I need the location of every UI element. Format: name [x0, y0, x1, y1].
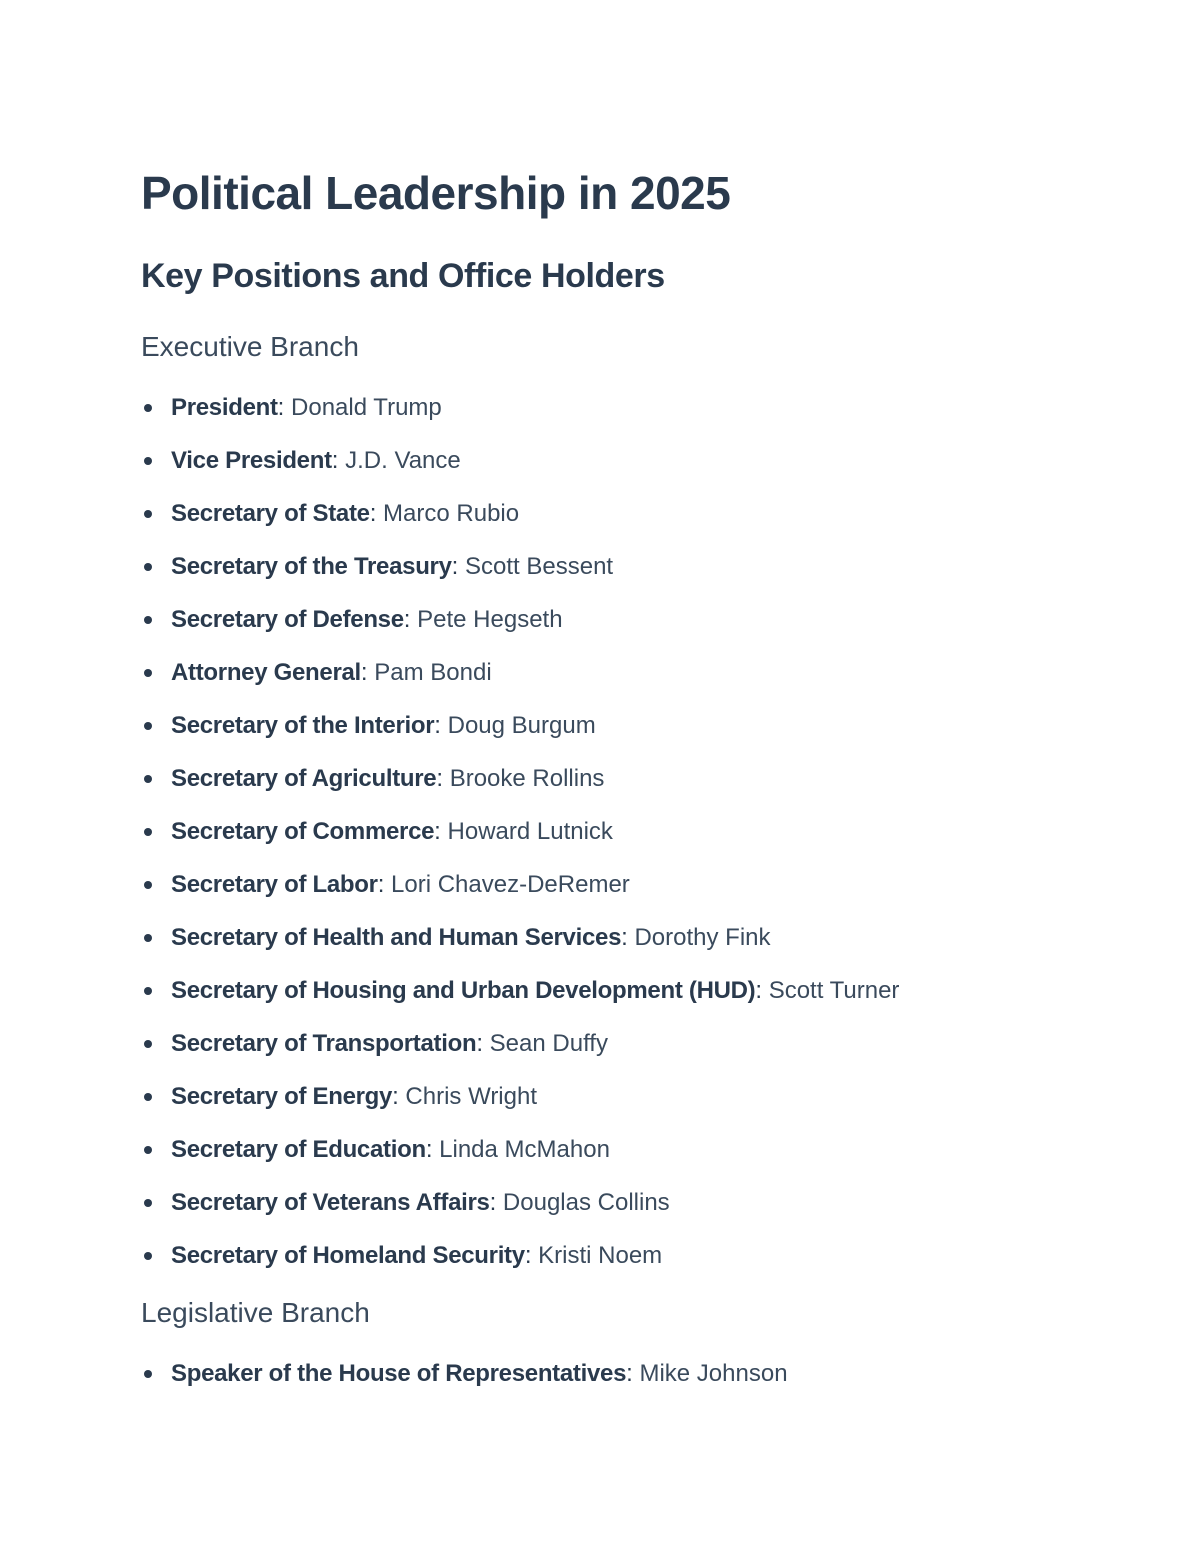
- list-item: [141, 655, 899, 708]
- separator: :: [377, 871, 385, 898]
- bullet-icon: [144, 1040, 152, 1048]
- office-holder-name: Scott Turner: [768, 977, 900, 1004]
- bullet-icon: [144, 457, 152, 465]
- office-holder-name: Pete Hegseth: [417, 606, 563, 633]
- separator: :: [425, 1136, 433, 1163]
- list-item: [141, 1079, 899, 1132]
- position-title: Secretary of Commerce: [171, 818, 435, 845]
- separator: :: [489, 1189, 497, 1216]
- position-title: Secretary of Labor: [171, 871, 378, 898]
- list-item: [141, 1185, 899, 1238]
- bullet-icon: [144, 563, 152, 571]
- position-title: Secretary of Housing and Urban Development (HUD): [171, 977, 756, 1004]
- bullet-icon: [144, 775, 152, 783]
- office-holder-name: Mike Johnson: [639, 1360, 788, 1387]
- position-title: Secretary of the Treasury: [171, 553, 452, 580]
- executive-branch-heading: Executive Branch: [141, 331, 359, 362]
- bullet-icon: [144, 934, 152, 942]
- office-holder-name: Douglas Collins: [502, 1189, 670, 1216]
- list-item: [141, 708, 899, 761]
- position-title: Speaker of the House of Representatives: [171, 1360, 627, 1387]
- position-title: Vice President: [171, 447, 332, 474]
- separator: :: [277, 394, 285, 421]
- bullet-icon: [144, 616, 152, 624]
- separator: :: [621, 924, 628, 951]
- list-item: [141, 973, 899, 1026]
- position-title: Secretary of Defense: [171, 606, 404, 633]
- bullet-icon: [144, 1370, 152, 1378]
- office-holder-name: Linda McMahon: [439, 1136, 610, 1163]
- office-holder-name: Howard Lutnick: [447, 818, 613, 845]
- separator: :: [755, 977, 763, 1004]
- office-holder-name: Marco Rubio: [383, 500, 520, 527]
- bullet-icon: [144, 1252, 152, 1260]
- position-title: Secretary of Veterans Affairs: [171, 1189, 490, 1216]
- list-item: [141, 390, 899, 443]
- list-item: [141, 1026, 899, 1079]
- separator: :: [434, 818, 441, 845]
- office-holder-name: Sean Duffy: [489, 1030, 608, 1057]
- office-holder-name: Donald Trump: [291, 394, 442, 421]
- position-title: Secretary of State: [171, 500, 370, 527]
- bullet-icon: [144, 510, 152, 518]
- office-holder-name: Lori Chavez-DeRemer: [391, 871, 630, 898]
- office-holder-name: Chris Wright: [405, 1083, 537, 1110]
- bullet-icon: [144, 1199, 152, 1207]
- position-title: Secretary of Energy: [171, 1083, 393, 1110]
- position-title: Secretary of Homeland Security: [171, 1242, 525, 1269]
- separator: :: [360, 659, 368, 686]
- list-item: [141, 920, 899, 973]
- list-item: [141, 1132, 899, 1185]
- executive-branch-list: [141, 390, 899, 1291]
- list-item: [141, 549, 899, 602]
- bullet-icon: [144, 722, 152, 730]
- separator: :: [403, 606, 411, 633]
- position-title: Secretary of Transportation: [171, 1030, 477, 1057]
- separator: :: [626, 1360, 633, 1387]
- separator: :: [436, 765, 444, 792]
- bullet-icon: [144, 828, 152, 836]
- office-holder-name: Kristi Noem: [538, 1242, 663, 1269]
- list-item: [141, 1356, 788, 1409]
- bullet-icon: [144, 404, 152, 412]
- office-holder-name: Pam Bondi: [374, 659, 492, 686]
- legislative-branch-heading: Legislative Branch: [141, 1297, 370, 1328]
- separator: :: [392, 1083, 399, 1110]
- separator: :: [451, 553, 459, 580]
- position-title: Secretary of Agriculture: [171, 765, 437, 792]
- position-title: Secretary of Education: [171, 1136, 426, 1163]
- legislative-branch-list: [141, 1356, 788, 1409]
- separator: :: [524, 1242, 532, 1269]
- page-subtitle: Key Positions and Office Holders: [141, 257, 665, 295]
- list-item: [141, 814, 899, 867]
- separator: :: [434, 712, 441, 739]
- separator: :: [331, 447, 339, 474]
- office-holder-name: Scott Bessent: [465, 553, 614, 580]
- position-title: Secretary of the Interior: [171, 712, 435, 739]
- office-holder-name: Dorothy Fink: [634, 924, 771, 951]
- list-item: [141, 602, 899, 655]
- list-item: [141, 1238, 899, 1291]
- position-title: Secretary of Health and Human Services: [171, 924, 622, 951]
- position-title: Attorney General: [171, 659, 361, 686]
- office-holder-name: Doug Burgum: [447, 712, 596, 739]
- bullet-icon: [144, 881, 152, 889]
- list-item: [141, 761, 899, 814]
- bullet-icon: [144, 669, 152, 677]
- office-holder-name: J.D. Vance: [345, 447, 461, 474]
- office-holder-name: Brooke Rollins: [449, 765, 605, 792]
- bullet-icon: [144, 1093, 152, 1101]
- bullet-icon: [144, 1146, 152, 1154]
- list-item: [141, 867, 899, 920]
- list-item: [141, 496, 899, 549]
- position-title: President: [171, 394, 278, 421]
- separator: :: [369, 500, 377, 527]
- separator: :: [476, 1030, 483, 1057]
- list-item: [141, 443, 899, 496]
- bullet-icon: [144, 987, 152, 995]
- page-title: Political Leadership in 2025: [141, 167, 731, 219]
